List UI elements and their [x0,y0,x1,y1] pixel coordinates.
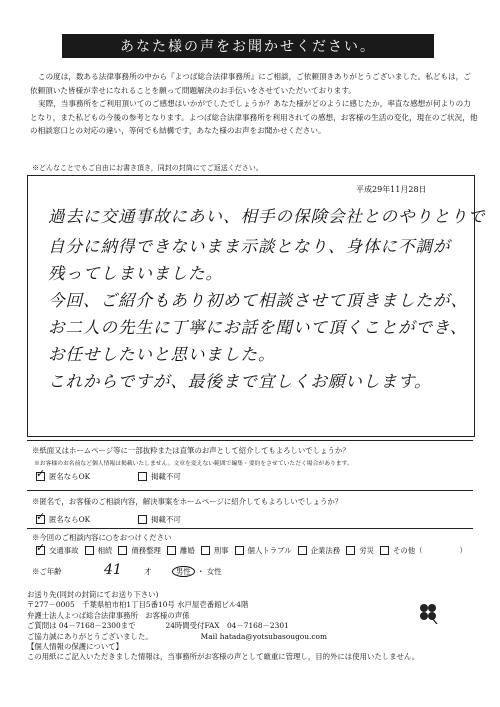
privacy-text: この用紙にご記入いただきました情報は，当事務所がお客様の声として厳重に管理し，目的外には使用いたしません。 [27,652,420,662]
divider [27,490,473,491]
gender-separator: ・ [197,567,205,576]
q1-options [36,471,181,482]
thanks-row [27,632,473,642]
q2-options [36,514,181,525]
checkbox-checked-icon[interactable] [36,472,45,481]
comment-line-4: 今回、ご紹介もあり初めて相談させて頂きましたが、 [48,291,468,310]
option-label: 相続 [97,546,113,555]
comment-line-6: お任せしたいと思いました。 [48,345,276,364]
q3-option-traffic-accident[interactable] [36,545,79,556]
intro-paragraph-1: この度は，数ある法律事務所の中から『よつば総合法律事務所』にご相談，ご依頼頂きありがとうございました。私どもは，ご依頼頂いた皆様が幸せになれることを願って問題解決のお手伝いをさせていただいております。 [30,72,471,95]
q3-option-other[interactable] [380,545,467,556]
q3-options [36,545,467,556]
checkbox-icon[interactable] [138,472,147,481]
q3-option-labor-accident[interactable] [346,545,374,556]
q3-option-criminal[interactable] [201,545,229,556]
option-label: 交通事故 [49,546,79,555]
checkbox-icon[interactable] [138,515,147,524]
firm-name: 弁護士法人よつば総合法律事務所 お客様の声係 [27,610,190,620]
phone-number: ご質問は 04－7168－2300まで [27,621,136,631]
email-address[interactable]: Mail hatada@yotsubasougou.com [200,631,327,641]
checkbox-icon[interactable] [201,546,210,555]
address: 〒277－0005 千葉県柏市柏1丁目5番10号 水戸屋壱番館ビル4階 [27,600,249,610]
option-label: 個人トラブル [247,546,292,555]
q1-hint: ※お客様のお名前など個人情報は掲載いたしません。文章を変えない範囲で編集・要約をさせていただく場合があります。 [34,461,353,467]
privacy-heading: 【個人情報の保護について】 [27,642,123,652]
option-label: 企業法務 [310,546,341,555]
footer [27,590,473,663]
option-label: 刑事 [213,546,229,555]
checkbox-checked-icon[interactable] [36,546,45,555]
age-unit: 才 [144,567,152,576]
checkbox-icon[interactable] [380,546,389,555]
q3-option-debt[interactable] [118,545,161,556]
checkbox-icon[interactable] [118,546,127,555]
q1-option-anonymous-ok[interactable] [36,471,90,482]
handwritten-date: 平成29年11月28日 [356,185,427,194]
option-label: 労災 [359,546,374,555]
option-label: その他（ ） [392,546,467,555]
option-label: 離婚 [179,546,195,555]
q2-question: ※匿名で，お客様のご相談内容，解決事案をホームページに紹介してもよろしいでしょうか？ [32,497,343,506]
age-value[interactable]: 41 [103,562,122,578]
gender-female[interactable]: 女性 [206,567,222,576]
q1-option-no-publish[interactable] [138,471,181,482]
comment-line-2: 自分に納得できないまま示談となり、身体に不調が [48,237,451,256]
intro-text [30,70,478,138]
checkbox-icon[interactable] [235,546,244,555]
age-row [32,562,222,578]
comment-line-5: お二人の先生に丁寧にお話を聞いて頂くことができ、 [48,318,468,337]
comment-line-3: 残ってしまいました。 [48,264,223,283]
thanks-text: ご協力誠にありがとうございました。 [27,631,153,641]
clover-logo-icon [416,600,440,624]
q3-option-corporate[interactable] [298,545,341,556]
contact-row [27,621,473,631]
q2-option-no-publish[interactable] [138,514,181,525]
comment-line-7: これからですが、最後まで宜しくお願いします。 [48,372,432,391]
intro-paragraph-2: 実際，当事務所をご利用頂いてのご感想はいかがでしたでしょうか？あなた様がどのように感じたか，率直な感想が何よりの力となり，また私どもの今後の参考となります。よつば総合法律事務所を利用されての感想，お客様の生活の変化，現在のご状況，他の相談窓口との対応の違い，等何でも結構です，あなた様のお声をお聞かせください。 [30,99,478,136]
comment-line-1: 過去に交通事故にあい、相手の保険会社とのやりとりで [48,207,486,226]
checkbox-checked-icon[interactable] [36,515,45,524]
q3-question: ※今回のご相談内容に○をおつけください [32,533,172,542]
divider [27,440,473,441]
q1-question: ※紙面又はホームページ等に一部抜粋または直筆のお声として紹介してもよろしいでしょうか？ [32,446,350,455]
send-to-label: お送り先(同封の封筒にてお送り下さい) [27,590,159,599]
option-label: 掲載不可 [151,472,181,481]
checkbox-icon[interactable] [167,546,176,555]
page-title: あなた様の声をお聞かせください。 [62,34,434,58]
option-label: 匿名ならOK [49,515,91,524]
gender-male[interactable]: 男性 [172,566,195,577]
q3-option-personal-trouble[interactable] [235,545,292,556]
option-label: 債務整理 [131,546,161,555]
option-label: 掲載不可 [151,515,181,524]
fax-number: 24時間受付FAX 04－7168－2301 [165,621,289,631]
checkbox-icon[interactable] [298,546,307,555]
checkbox-icon[interactable] [346,546,355,555]
divider [27,528,473,529]
q2-option-anonymous-ok[interactable] [36,514,90,525]
q3-option-inheritance[interactable] [85,545,113,556]
option-label: 匿名ならOK [49,472,91,481]
q3-option-divorce[interactable] [167,545,195,556]
instruction-note: ※どんなことでもご自由にお書き頂き，同封の封筒にてご返送ください。 [32,164,263,172]
checkbox-icon[interactable] [85,546,94,555]
age-label: ※ご年齢 [32,567,62,576]
